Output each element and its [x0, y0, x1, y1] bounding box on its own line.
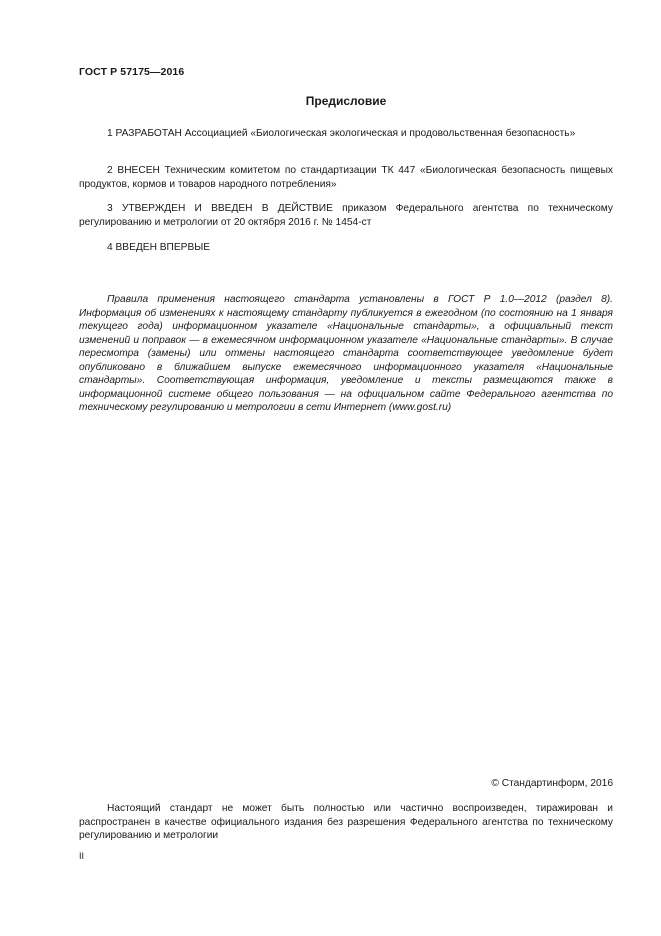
page-title: Предисловие [305, 94, 387, 108]
item-developed: 1 РАЗРАБОТАН Ассоциацией «Биологическая экологическая и продовольственная безопасность» [107, 128, 576, 139]
reproduction-notice: Настоящий стандарт не может быть полностью или частично воспроизведен, тиражирован и распространен в качестве официального издания без разрешения Федерального агентства по техническому регулированию и метрологии [79, 803, 613, 841]
rules-note: Правила применения настоящего стандарта установлены в ГОСТ Р 1.0—2012 (раздел 8). Информация об изменениях к настоящему стандарту публикуется в ежегодном (по состоянию на 1 января текущего года) информационном указателе «Национальные стандарты», а официальный текст изменений и поправок — в ежемесячном информационном указателе «Национальные стандарты». В случае пересмотра (замены) или отмены настоящего стандарта соответствующее уведомление будет опубликовано в ближайшем выпуске ежемесячного информационного указателя «Национальные стандарты». Соответствующая информация, уведомление и тексты размещаются также в информационной системе общего пользования — на официальном сайте Федерального агентства по техническому регулированию и метрологии в сети Интернет (www.gost.ru) [79, 294, 613, 413]
item-approved: 3 УТВЕРЖДЕН И ВВЕДЕН В ДЕЙСТВИЕ приказом Федерального агентства по техническому регулированию и метрологии от 20 октября 2016 г. № 1454-ст [79, 203, 613, 228]
copyright: © Стандартинформ, 2016 [491, 778, 613, 789]
document-code: ГОСТ Р 57175—2016 [79, 66, 185, 78]
item-introduced: 2 ВНЕСЕН Техническим комитетом по стандартизации ТК 447 «Биологическая безопасность пищевых продуктов, кормов и товаров народного потребления» [79, 165, 613, 190]
item-first-introduced: 4 ВВЕДЕН ВПЕРВЫЕ [107, 242, 211, 253]
page-number: II [79, 851, 85, 861]
